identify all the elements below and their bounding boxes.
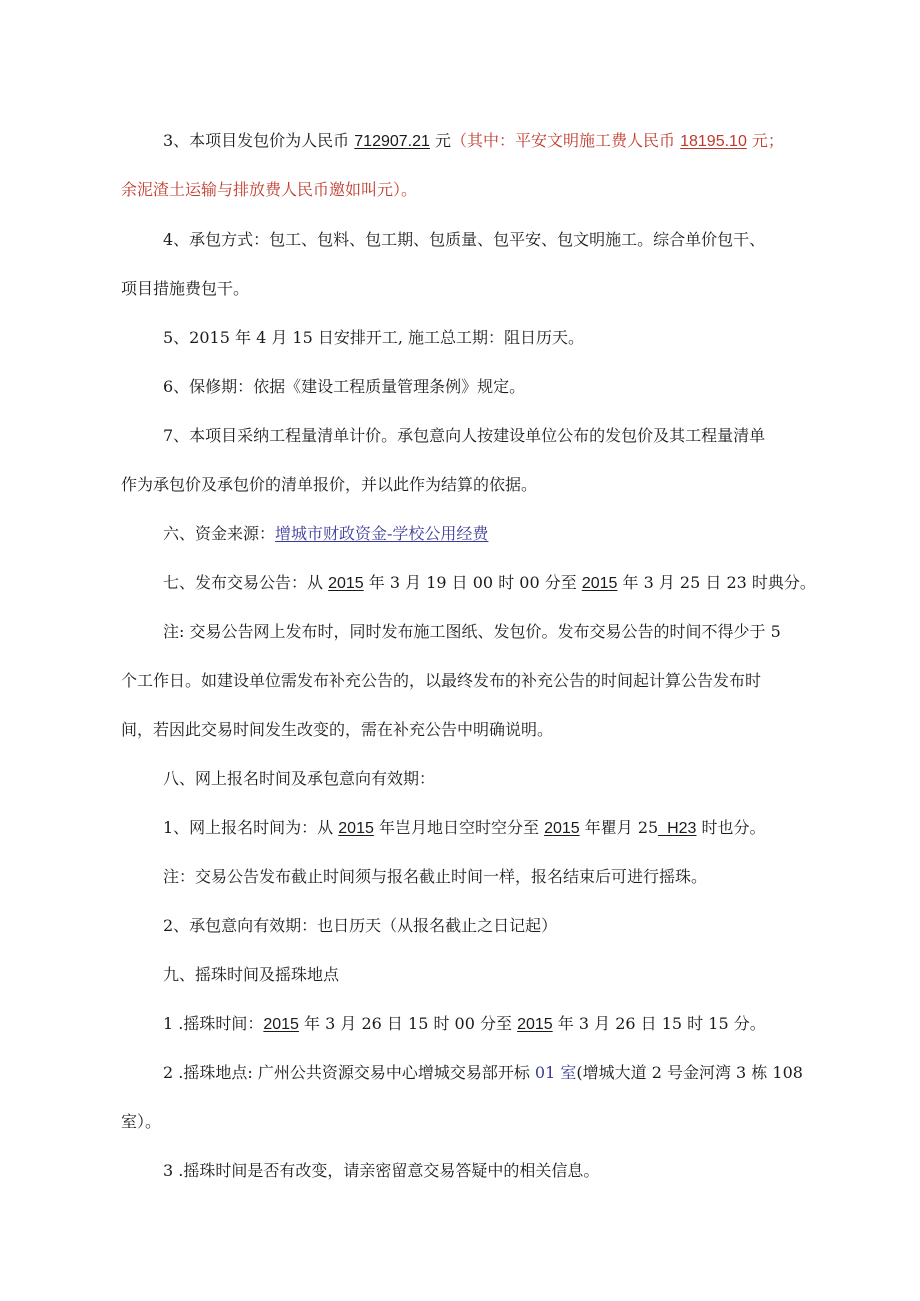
section-7-announcement: 七、发布交易公告：从 2015 年 3 月 19 日 00 时 00 分至 2015 年 3 月 25 日 23 时典分。 <box>163 573 816 592</box>
item-7-pricing: 7、本项目采纳工程量清单计价。承包意向人按建设单位公布的发包价及其工程量清单 <box>163 426 766 445</box>
item-3-lottery-notice: 3 .摇珠时间是否有改变，请亲密留意交易答疑中的相关信息。 <box>163 1161 600 1180</box>
section-6-funding: 六、资金来源：增城市财政资金-学校公用经费 <box>163 524 489 543</box>
funding-source: 增城市财政资金-学校公用经费 <box>275 524 489 543</box>
note-announcement: 注: 交易公告网上发布时，同时发布施工图纸、发包价。发布交易公告的时间不得少于 5 <box>163 622 781 641</box>
item-3-continued: 余泥渣土运输与排放费人民币邀如叫元）。 <box>121 180 418 199</box>
item-2-lottery-place: 2 .摇珠地点: 广州公共资源交易中心增城交易部开标 01 室(增城大道 2 号金河湾 3 栋 108 <box>163 1063 803 1082</box>
item-2-continued: 室）。 <box>121 1112 162 1131</box>
section-9-lottery: 九、摇珠时间及摇珠地点 <box>163 965 340 984</box>
item-7-continued: 作为承包价及承包价的清单报价，并以此作为结算的依据。 <box>121 475 538 494</box>
item-5-start-date: 5、2015 年 4 月 15 日安排开工, 施工总工期：阻日历天。 <box>163 328 585 347</box>
item-6-warranty: 6、保修期：依据《建设工程质量管理条例》规定。 <box>163 377 526 396</box>
item-4-contract-method: 4、承包方式：包工、包料、包工期、包质量、包平安、包文明施工。综合单价包干、 <box>163 230 766 249</box>
contract-price: 712907.21 <box>354 133 430 150</box>
note-announcement-cont-2: 间，若因此交易时间发生改变的，需在补充公告中明确说明。 <box>121 720 554 739</box>
item-4-continued: 项目措施费包干。 <box>121 279 250 298</box>
item-3-contract-price: 3、本项目发包价为人民币 712907.21 元（其中：平安文明施工费人民币 18195.10 元； <box>163 131 784 150</box>
item-1-lottery-time: 1 .摇珠时间：2015 年 3 月 26 日 15 时 00 分至 2015 年 3 月 26 日 15 时 15 分。 <box>163 1014 766 1033</box>
item-2-validity: 2、承包意向有效期：也日历天（从报名截止之日记起） <box>163 916 558 935</box>
note-announcement-cont-1: 个工作日。如建设单位需发布补充公告的，以最终发布的补充公告的时间起计算公告发布时 <box>121 671 762 690</box>
item-1-registration-time: 1、网上报名时间为：从 2015 年岂月地日空时空分至 2015 年瞿月 25_H23 时也分。 <box>163 818 766 837</box>
room-number: 01 室 <box>534 1063 577 1082</box>
section-8-registration: 八、网上报名时间及承包意向有效期： <box>163 769 436 788</box>
safety-fee: 18195.10 <box>680 133 747 150</box>
note-registration: 注：交易公告发布截止时间须与报名截止时间一样，报名结束后可进行摇珠。 <box>163 867 708 886</box>
